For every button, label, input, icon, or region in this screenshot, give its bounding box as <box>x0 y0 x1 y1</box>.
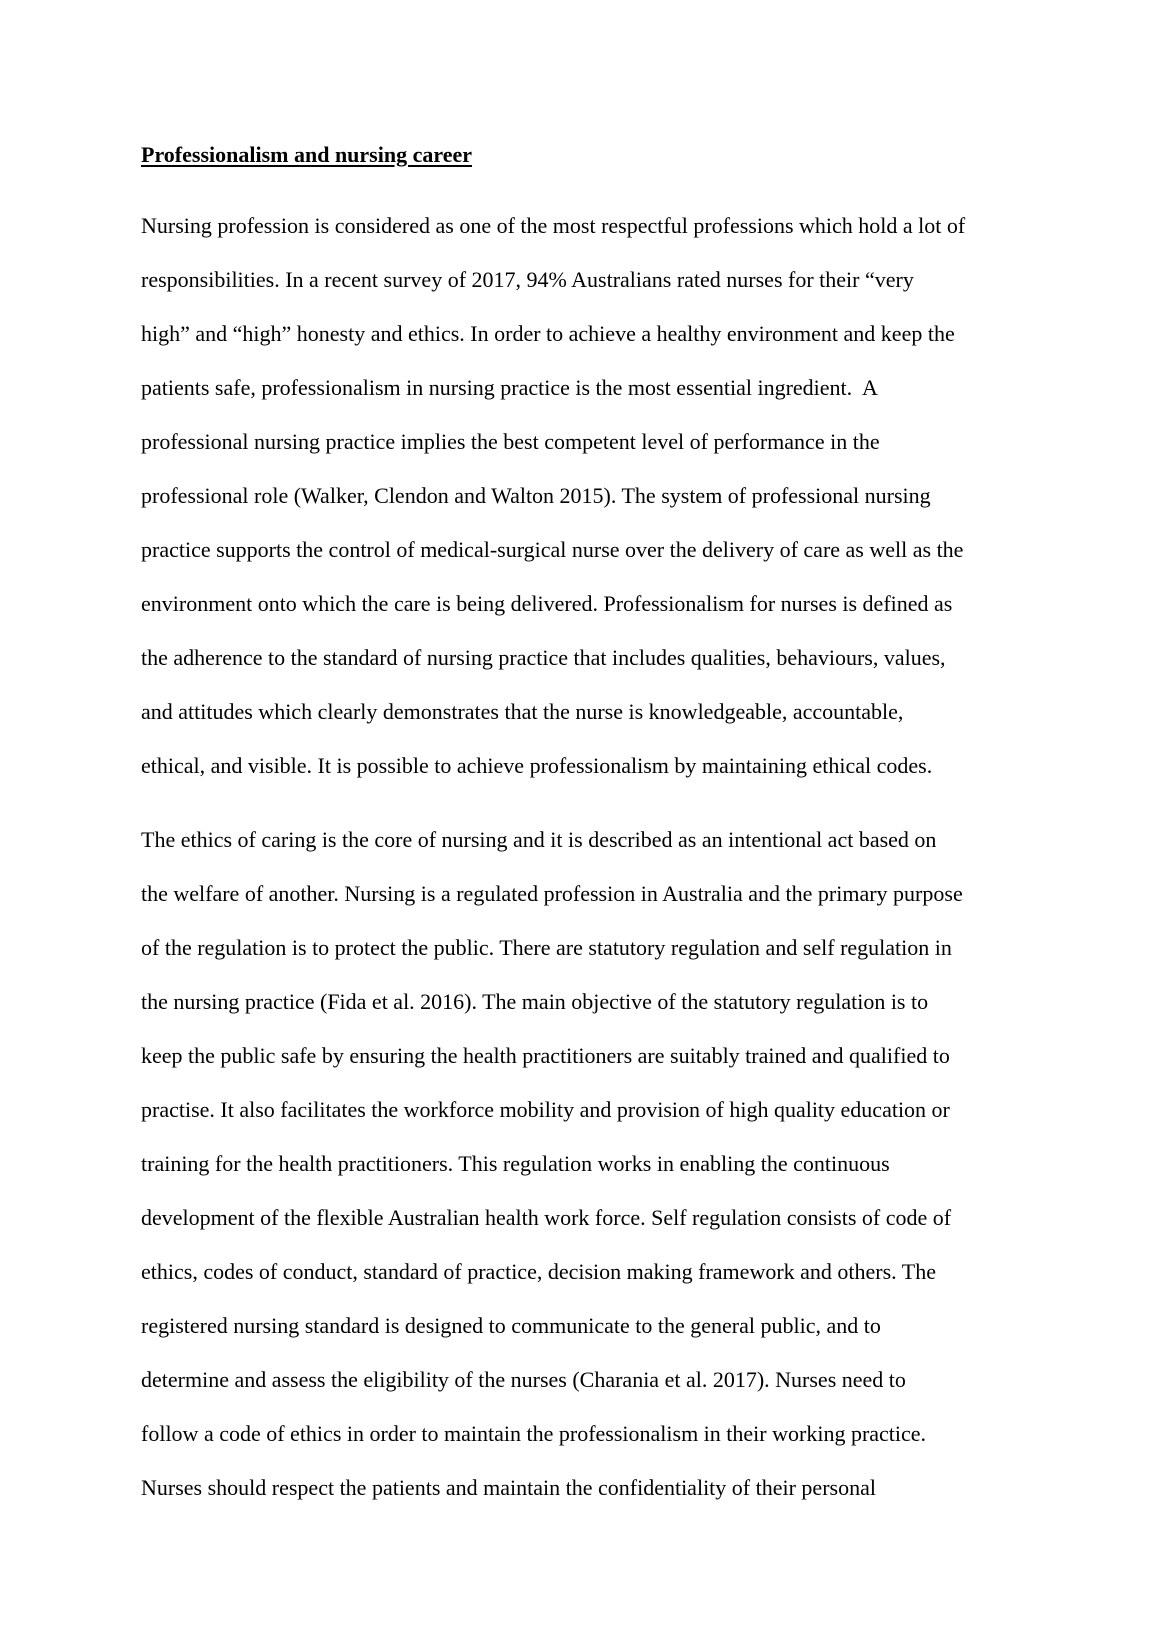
paragraph-line: environment onto which the care is being delivered. Professionalism for nurses is defined as <box>141 591 953 616</box>
paragraph-line: registered nursing standard is designed to communicate to the general public, and to <box>141 1313 881 1338</box>
paragraph-line: professional nursing practice implies the best competent level of performance in the <box>141 429 880 454</box>
paragraph-line: determine and assess the eligibility of the nurses (Charania et al. 2017). Nurses need to <box>141 1367 906 1392</box>
paragraph-line: and attitudes which clearly demonstrates that the nurse is knowledgeable, accountable, <box>141 699 904 724</box>
paragraph-line: Nursing profession is considered as one of the most respectful professions which hold a lot of <box>141 213 966 238</box>
paragraph-line: follow a code of ethics in order to maintain the professionalism in their working practice. <box>141 1421 927 1446</box>
paragraph-line: the adherence to the standard of nursing practice that includes qualities, behaviours, values, <box>141 645 946 670</box>
paragraph-line: responsibilities. In a recent survey of 2017, 94% Australians rated nurses for their “very <box>141 267 914 292</box>
paragraph-line: ethical, and visible. It is possible to achieve professionalism by maintaining ethical codes. <box>141 753 933 778</box>
paragraph-line: professional role (Walker, Clendon and Walton 2015). The system of professional nursing <box>141 483 931 508</box>
paragraph-line: of the regulation is to protect the public. There are statutory regulation and self regulation in <box>141 935 952 960</box>
paragraph-line: high” and “high” honesty and ethics. In order to achieve a healthy environment and keep the <box>141 321 955 346</box>
document-title: Professionalism and nursing career <box>141 142 473 167</box>
paragraph-line: development of the flexible Australian health work force. Self regulation consists of code of <box>141 1205 952 1230</box>
paragraph-line: the nursing practice (Fida et al. 2016). The main objective of the statutory regulation is to <box>141 989 929 1014</box>
paragraph-line: ethics, codes of conduct, standard of practice, decision making framework and others. The <box>141 1259 936 1284</box>
paragraph-line: The ethics of caring is the core of nursing and it is described as an intentional act based on <box>141 827 937 852</box>
paragraph-line: keep the public safe by ensuring the health practitioners are suitably trained and qualified to <box>141 1043 950 1068</box>
paragraph-line: patients safe, professionalism in nursing practice is the most essential ingredient. A <box>141 375 878 400</box>
paragraph-line: the welfare of another. Nursing is a regulated profession in Australia and the primary purpose <box>141 881 963 906</box>
paragraph-line: Nurses should respect the patients and maintain the confidentiality of their personal <box>141 1475 876 1500</box>
paragraph-line: practice supports the control of medical-surgical nurse over the delivery of care as well as the <box>141 537 964 562</box>
paragraph-line: practise. It also facilitates the workforce mobility and provision of high quality education or <box>141 1097 950 1122</box>
paragraph-line: training for the health practitioners. This regulation works in enabling the continuous <box>141 1151 890 1176</box>
